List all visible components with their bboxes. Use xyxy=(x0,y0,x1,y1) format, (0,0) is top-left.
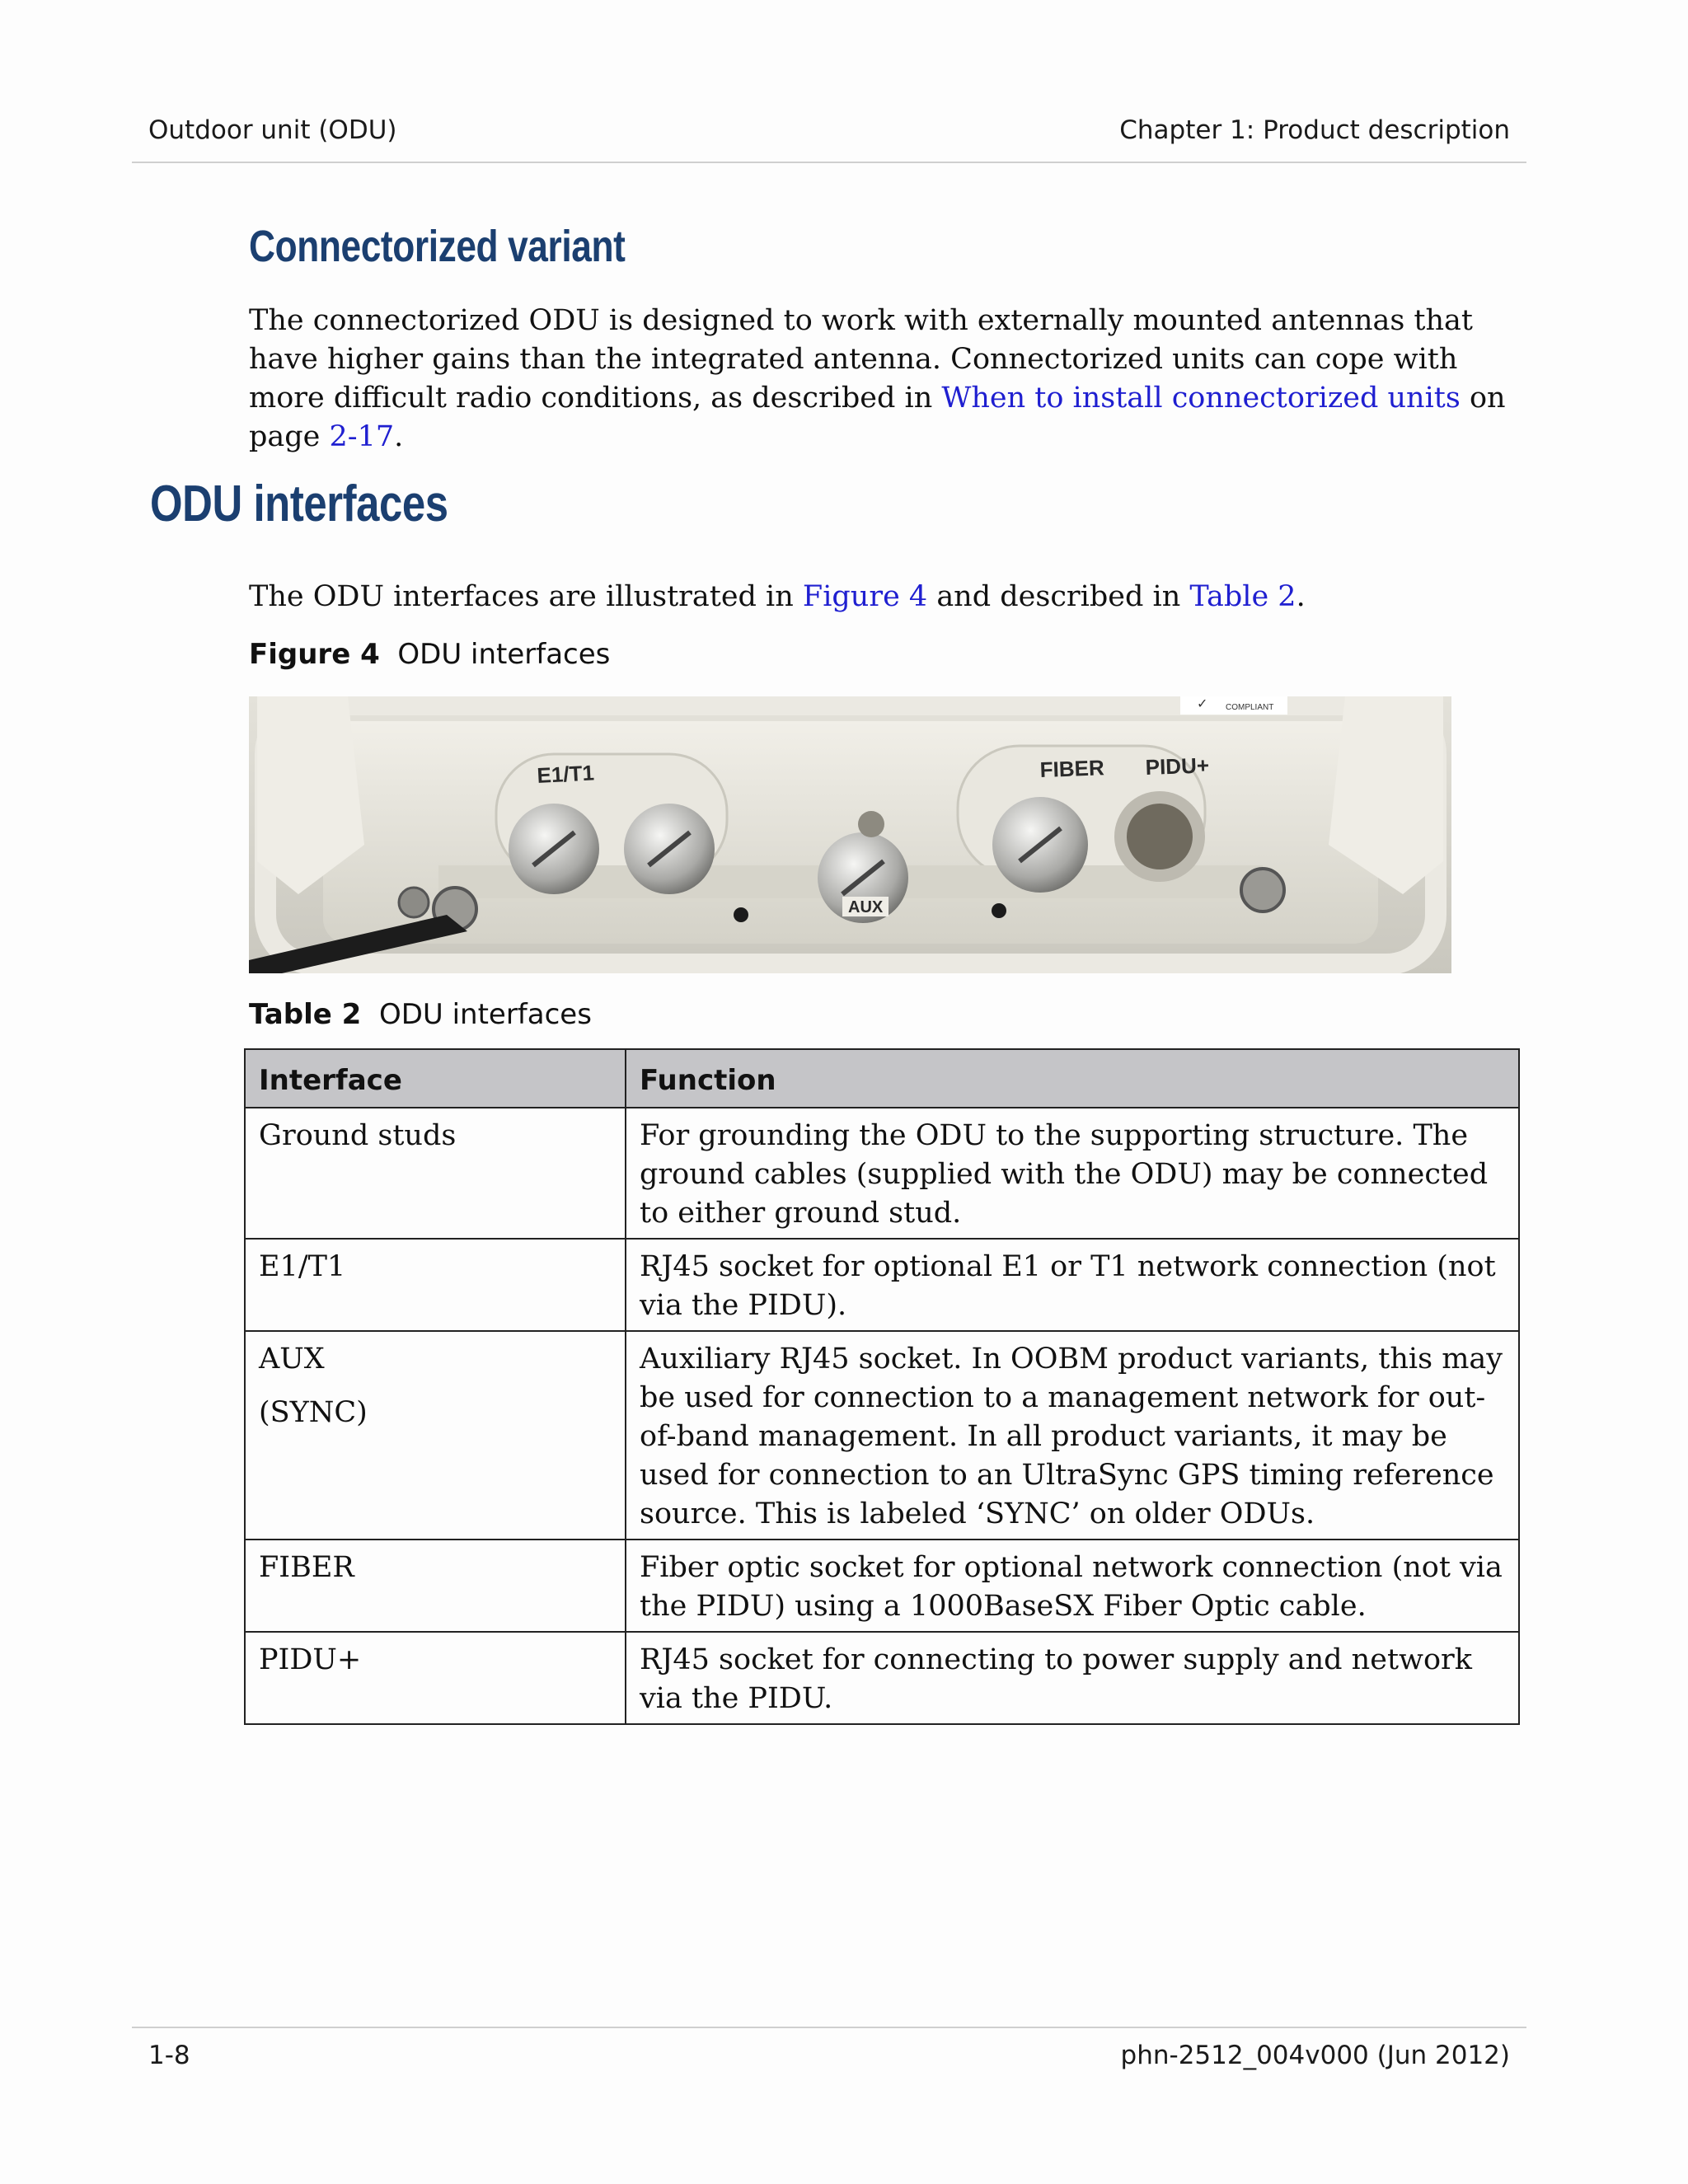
footer-rule xyxy=(132,2027,1526,2028)
odu-illustration xyxy=(249,696,1451,973)
para-text: . xyxy=(1296,580,1306,613)
table-row xyxy=(245,1108,1519,1239)
interface-cell: PIDU+ xyxy=(245,1632,626,1724)
table-caption xyxy=(249,998,592,1031)
header-rule xyxy=(132,162,1526,163)
column-header-interface: Interface xyxy=(245,1049,626,1108)
photo-label-compliant: COMPLIANT xyxy=(1226,703,1274,712)
link-figure-4[interactable]: Figure 4 xyxy=(802,580,928,613)
table-title: ODU interfaces xyxy=(378,998,592,1031)
interface-alt-name: (SYNC) xyxy=(259,1396,368,1429)
photo-label-fiber: FIBER xyxy=(1039,755,1105,782)
para-text: on page xyxy=(249,382,1506,453)
photo-label-e1t1: E1/T1 xyxy=(536,760,595,788)
figure-title: ODU interfaces xyxy=(397,638,611,671)
photo-label-check: ✓ xyxy=(1197,697,1208,711)
figure-label: Figure 4 xyxy=(249,638,380,671)
function-cell: Fiber optic socket for optional network connection (not via the PIDU) using a 1000BaseSX Fiber Optic cable. xyxy=(626,1540,1519,1632)
function-cell: RJ45 socket for connecting to power supply and network via the PIDU. xyxy=(626,1632,1519,1724)
table-row xyxy=(245,1540,1519,1632)
link-page-ref[interactable]: 2-17 xyxy=(329,420,395,453)
table-row xyxy=(245,1632,1519,1724)
photo-label-pidu: PIDU+ xyxy=(1145,752,1210,780)
section-heading-odu-interfaces: ODU interfaces xyxy=(150,476,448,532)
function-cell: Auxiliary RJ45 socket. In OOBM product variants, this may be used for connection to a management network for out-of-band management. In all product variants, it may be used for connection to an UltraSync GPS timing reference source. This is labeled ‘SYNC’ on older ODUs. xyxy=(626,1331,1519,1540)
interface-cell: E1/T1 xyxy=(245,1239,626,1331)
para-text: . xyxy=(394,420,404,453)
table-row xyxy=(245,1239,1519,1331)
table-header-row xyxy=(245,1049,1519,1108)
interface-name: AUX xyxy=(259,1343,325,1376)
table-label: Table 2 xyxy=(249,998,362,1031)
link-table-2[interactable]: Table 2 xyxy=(1189,580,1296,613)
column-header-function: Function xyxy=(626,1049,1519,1108)
interface-cell: FIBER xyxy=(245,1540,626,1632)
para-text: The connectorized ODU is designed to work with externally mounted antennas that have higher gains than the integrated antenna. Connectorized units can cope with more difficult radio conditions, as described in xyxy=(249,304,1473,415)
interfaces-paragraph xyxy=(249,578,1535,616)
para-text: and described in xyxy=(927,580,1190,613)
table-row xyxy=(245,1331,1519,1540)
running-footer xyxy=(132,2041,1526,2074)
para-text: The ODU interfaces are illustrated in xyxy=(249,580,803,613)
function-cell: For grounding the ODU to the supporting structure. The ground cables (supplied with the ODU) may be connected to either ground stud. xyxy=(626,1108,1519,1239)
header-section-name: Outdoor unit (ODU) xyxy=(148,115,397,145)
figure-caption xyxy=(249,638,610,671)
photo-label-aux: AUX xyxy=(848,898,884,916)
interface-cell xyxy=(245,1331,626,1540)
page-number: 1-8 xyxy=(148,2041,190,2070)
odu-photo xyxy=(249,696,1451,973)
section-heading-connectorized: Connectorized variant xyxy=(249,222,626,271)
document-id: phn-2512_004v000 (Jun 2012) xyxy=(1120,2041,1510,2070)
interface-cell: Ground studs xyxy=(245,1108,626,1239)
header-chapter: Chapter 1: Product description xyxy=(1119,115,1510,145)
running-header xyxy=(132,115,1526,148)
connectorized-paragraph xyxy=(249,302,1535,457)
interfaces-table xyxy=(244,1048,1520,1725)
function-cell: RJ45 socket for optional E1 or T1 network connection (not via the PIDU). xyxy=(626,1239,1519,1331)
link-when-to-install[interactable]: When to install connectorized units xyxy=(941,382,1461,415)
